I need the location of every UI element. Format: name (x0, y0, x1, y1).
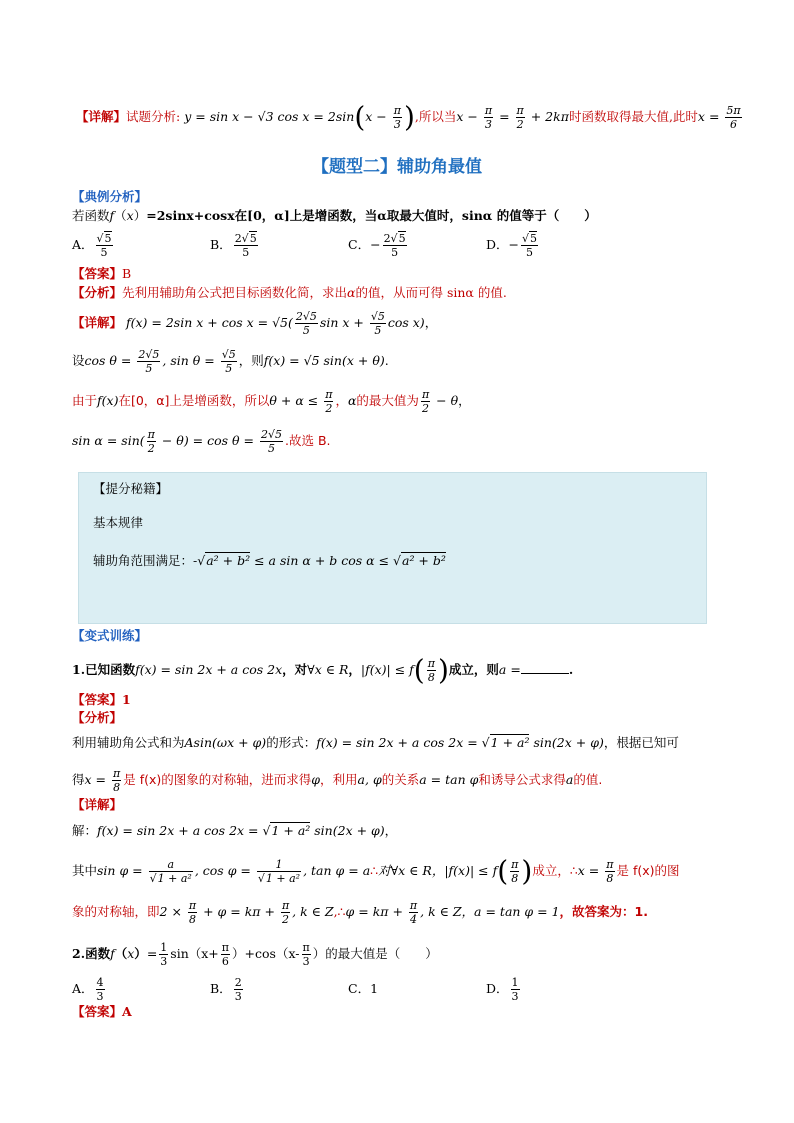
tips-box (78, 472, 707, 624)
question-lead: 若函数 (72, 208, 110, 223)
example-options: A． $\frac{√5}{5}$ B． $\frac{2√5}{5}$ C．− $\frac{2√5}{5}$ D．− $\frac{√5}{5}$ (72, 232, 538, 259)
v-where: 其中 (72, 863, 98, 878)
option-c: C． (348, 237, 371, 252)
analysis-tag: 【分析】 (72, 285, 123, 300)
q2-b: 的最大值是（ ） (325, 946, 438, 961)
formula-y: y = sin x − √3 cos x = 2sin(x − $\frac{\pi}{3}$ ) (184, 100, 415, 134)
variant-q1: 1.已知函数f(x) = sin 2x + a cos 2x，对∀x ∈ R，|f(x)| ≤ f( $\frac{\pi}{8}$ )成立，则a = . (72, 653, 574, 687)
v-analysis-g: 的关系 (381, 772, 420, 787)
tips-range-label: 辅助角范围满足： (93, 553, 194, 568)
tips-title: 【提分秘籍】 (93, 481, 169, 496)
v-solve: 解： (72, 823, 98, 838)
v-final: ，故答案为：1. (559, 904, 648, 919)
v-analysis-i: 的值. (573, 772, 603, 787)
variant-solve: 解：f(x) = sin 2x + a cos 2x = √1 + a² sin(2x + φ)， (72, 823, 398, 838)
v-analysis-d: 得 (72, 772, 85, 787)
q1-d: 成立，则 (448, 662, 499, 677)
variant-header: 【变式训练】 (72, 628, 148, 643)
example-question: 若函数f（x）=2sinx+cosx在[0，α]上是增函数，当α取最大值时，sinα 的值等于（ ） (72, 208, 597, 223)
since-d: 的最大值为 (356, 393, 419, 408)
analysis-text-b: 的值，从而可得 sinα 的值. (355, 285, 507, 300)
formula-condition: x − $\frac{\pi}{3}$ = $\frac{\pi}{2}$ + 2kπ (456, 104, 569, 131)
option-b: B． (210, 237, 232, 252)
v-detail-tag: 【详解】 (72, 797, 123, 812)
q2-option-d: D． (486, 981, 509, 996)
v-analysis-tag: 【分析】 (72, 710, 123, 725)
detail-mid1: ,所以当 (414, 109, 457, 124)
variant-q2: 2.函数f（x）= $\frac{1}{3}$ sin（x+ $\frac{\pi}{6}$ ）+cos（x- $\frac{\pi}{3}$ ）的最大值是（ ） (72, 941, 438, 968)
variant-analysis-1: 利用辅助角公式和为Asin(ωx + φ)的形式：f(x) = sin 2x + a cos 2x = √1 + a² sin(2x + φ)，根据已知可 (72, 735, 679, 750)
v-analysis-b: 的形式： (266, 735, 317, 750)
q1-b: ，对 (282, 662, 308, 677)
set-text: 设 (72, 353, 85, 368)
v-analysis-h: 和诱导公式求得 (478, 772, 566, 787)
q2-option-c: C．1 (348, 981, 379, 996)
q1-a: 已知函数 (85, 662, 136, 677)
q1-c: ， (348, 662, 361, 677)
v-analysis-e: 是 f(x)的图象的对称轴，进而求得 (123, 772, 312, 787)
conclude-text: .故选 B. (285, 433, 331, 448)
then-text: ，则 (238, 353, 264, 368)
section-title: 【题型二】辅助角最值 (312, 157, 482, 177)
q2-option-b: B． (210, 981, 232, 996)
option-a: A． (72, 237, 94, 252)
v-analysis-c: ，根据已知可 (603, 735, 679, 750)
variant-answer-2 (72, 1003, 734, 1021)
example-set: 设cos θ = $\frac{2√5}{5}$ , sin θ = $\frac{√5}{5}$ ，则f(x) = √5 sin(x + θ). (72, 348, 389, 375)
since-b: 在[0，α]上是增函数，所以 (118, 393, 270, 408)
variant-detail-tag (72, 796, 734, 814)
v-holds: 成立，∴ (532, 863, 578, 878)
detail-lead: 试题分析: (126, 109, 181, 124)
v-answer-tag: 【答案】 (72, 692, 123, 707)
variant-q2-options: A． $\frac{4}{3}$ B． $\frac{2}{3}$ C．1 D． $\frac{1}{3}$ (72, 976, 519, 1003)
example-header: 【典例分析】 (72, 189, 148, 204)
variant-analysis-tag (72, 709, 734, 727)
example-conclusion: sin α = sin( $\frac{\pi}{2}$ − θ) = cos θ = $\frac{2√5}{5}$ .故选 B. (72, 428, 331, 455)
analysis-text: 先利用辅助角公式把目标函数化简，求出 (122, 285, 348, 300)
q2-num: 2. (72, 946, 86, 961)
variant-where: 其中sin φ = $\frac{a}{\text{√1 + a²}}$ , cos φ = $\frac{1}{\text{√1 + a²}}$ , tan φ = a∴对∀x ∈ R，|f(x)| ≤ f( $\frac{\pi}{8}$ )成立，∴x = $\frac{\pi}{8}$ 是 f(x)的图 (72, 854, 680, 888)
tips-rule: 基本规律 (93, 515, 144, 530)
top-detail-line (76, 100, 741, 134)
example-answer (72, 265, 734, 283)
since-c: ， (335, 393, 348, 408)
tips-range: 辅助角范围满足：-√a² + b² ≤ a sin α + b cos α ≤ √a² + b² (93, 553, 446, 568)
variant-axis: 象的对称轴，即2 × $\frac{\pi}{8}$ + φ = kπ + $\frac{\pi}{2}$ , k ∈ Z,∴φ = kπ + $\frac{\pi}{4}$ , k ∈ Z，a = tan φ = 1，故答案为：1. (72, 899, 648, 926)
option-d: D． (486, 237, 509, 252)
question-text: =2sinx+cosx在[0，α]上是增函数，当α取最大值时，sinα 的值等于（ ） (146, 208, 597, 223)
v-axis2: 象的对称轴，即 (72, 904, 160, 919)
example-analysis: 【分析】先利用辅助角公式把目标函数化简，求出α的值，从而可得 sinα 的值. (72, 285, 507, 300)
q2-option-a: A． (72, 981, 94, 996)
example-since: 由于f(x)在[0，α]上是增函数，所以θ + α ≤ $\frac{\pi}{2}$ ，α的最大值为 $\frac{\pi}{2}$ − θ， (72, 388, 471, 415)
example-detail: 【详解】 f(x) = 2sin x + cos x = √5( $\frac{2√5}{5}$ sin x + $\frac{√5}{5}$ cos x)， (72, 310, 438, 337)
variant-analysis-2: 得x = $\frac{\pi}{8}$ 是 f(x)的图象的对称轴，进而求得φ，利用a, φ的关系a = tan φ和诱导公式求得a的值. (72, 767, 603, 794)
variant-answer (72, 691, 734, 709)
answer-value: B (122, 266, 132, 281)
answer-tag: 【答案】 (72, 266, 123, 281)
detail-tag-2: 【详解】 (72, 315, 123, 330)
v-answer-tag-2: 【答案】 (72, 1004, 123, 1019)
v-answer-value: 1 (122, 692, 131, 707)
answer-blank (521, 661, 569, 674)
detail-mid2: 时函数取得最大值,此时 (568, 109, 698, 124)
detail-tag: 【详解】 (76, 109, 127, 124)
v-axis: 是 f(x)的图 (616, 863, 680, 878)
since-text: 由于 (72, 393, 98, 408)
v-analysis-f: ，利用 (320, 772, 358, 787)
v-answer-value-2: A (122, 1004, 132, 1019)
q1-num: 1. (72, 662, 86, 677)
v-analysis-a: 利用辅助角公式和为 (72, 735, 185, 750)
formula-x: x = $\frac{5\pi}{6}$ (697, 104, 741, 131)
q2-a: 函数 (85, 946, 111, 961)
